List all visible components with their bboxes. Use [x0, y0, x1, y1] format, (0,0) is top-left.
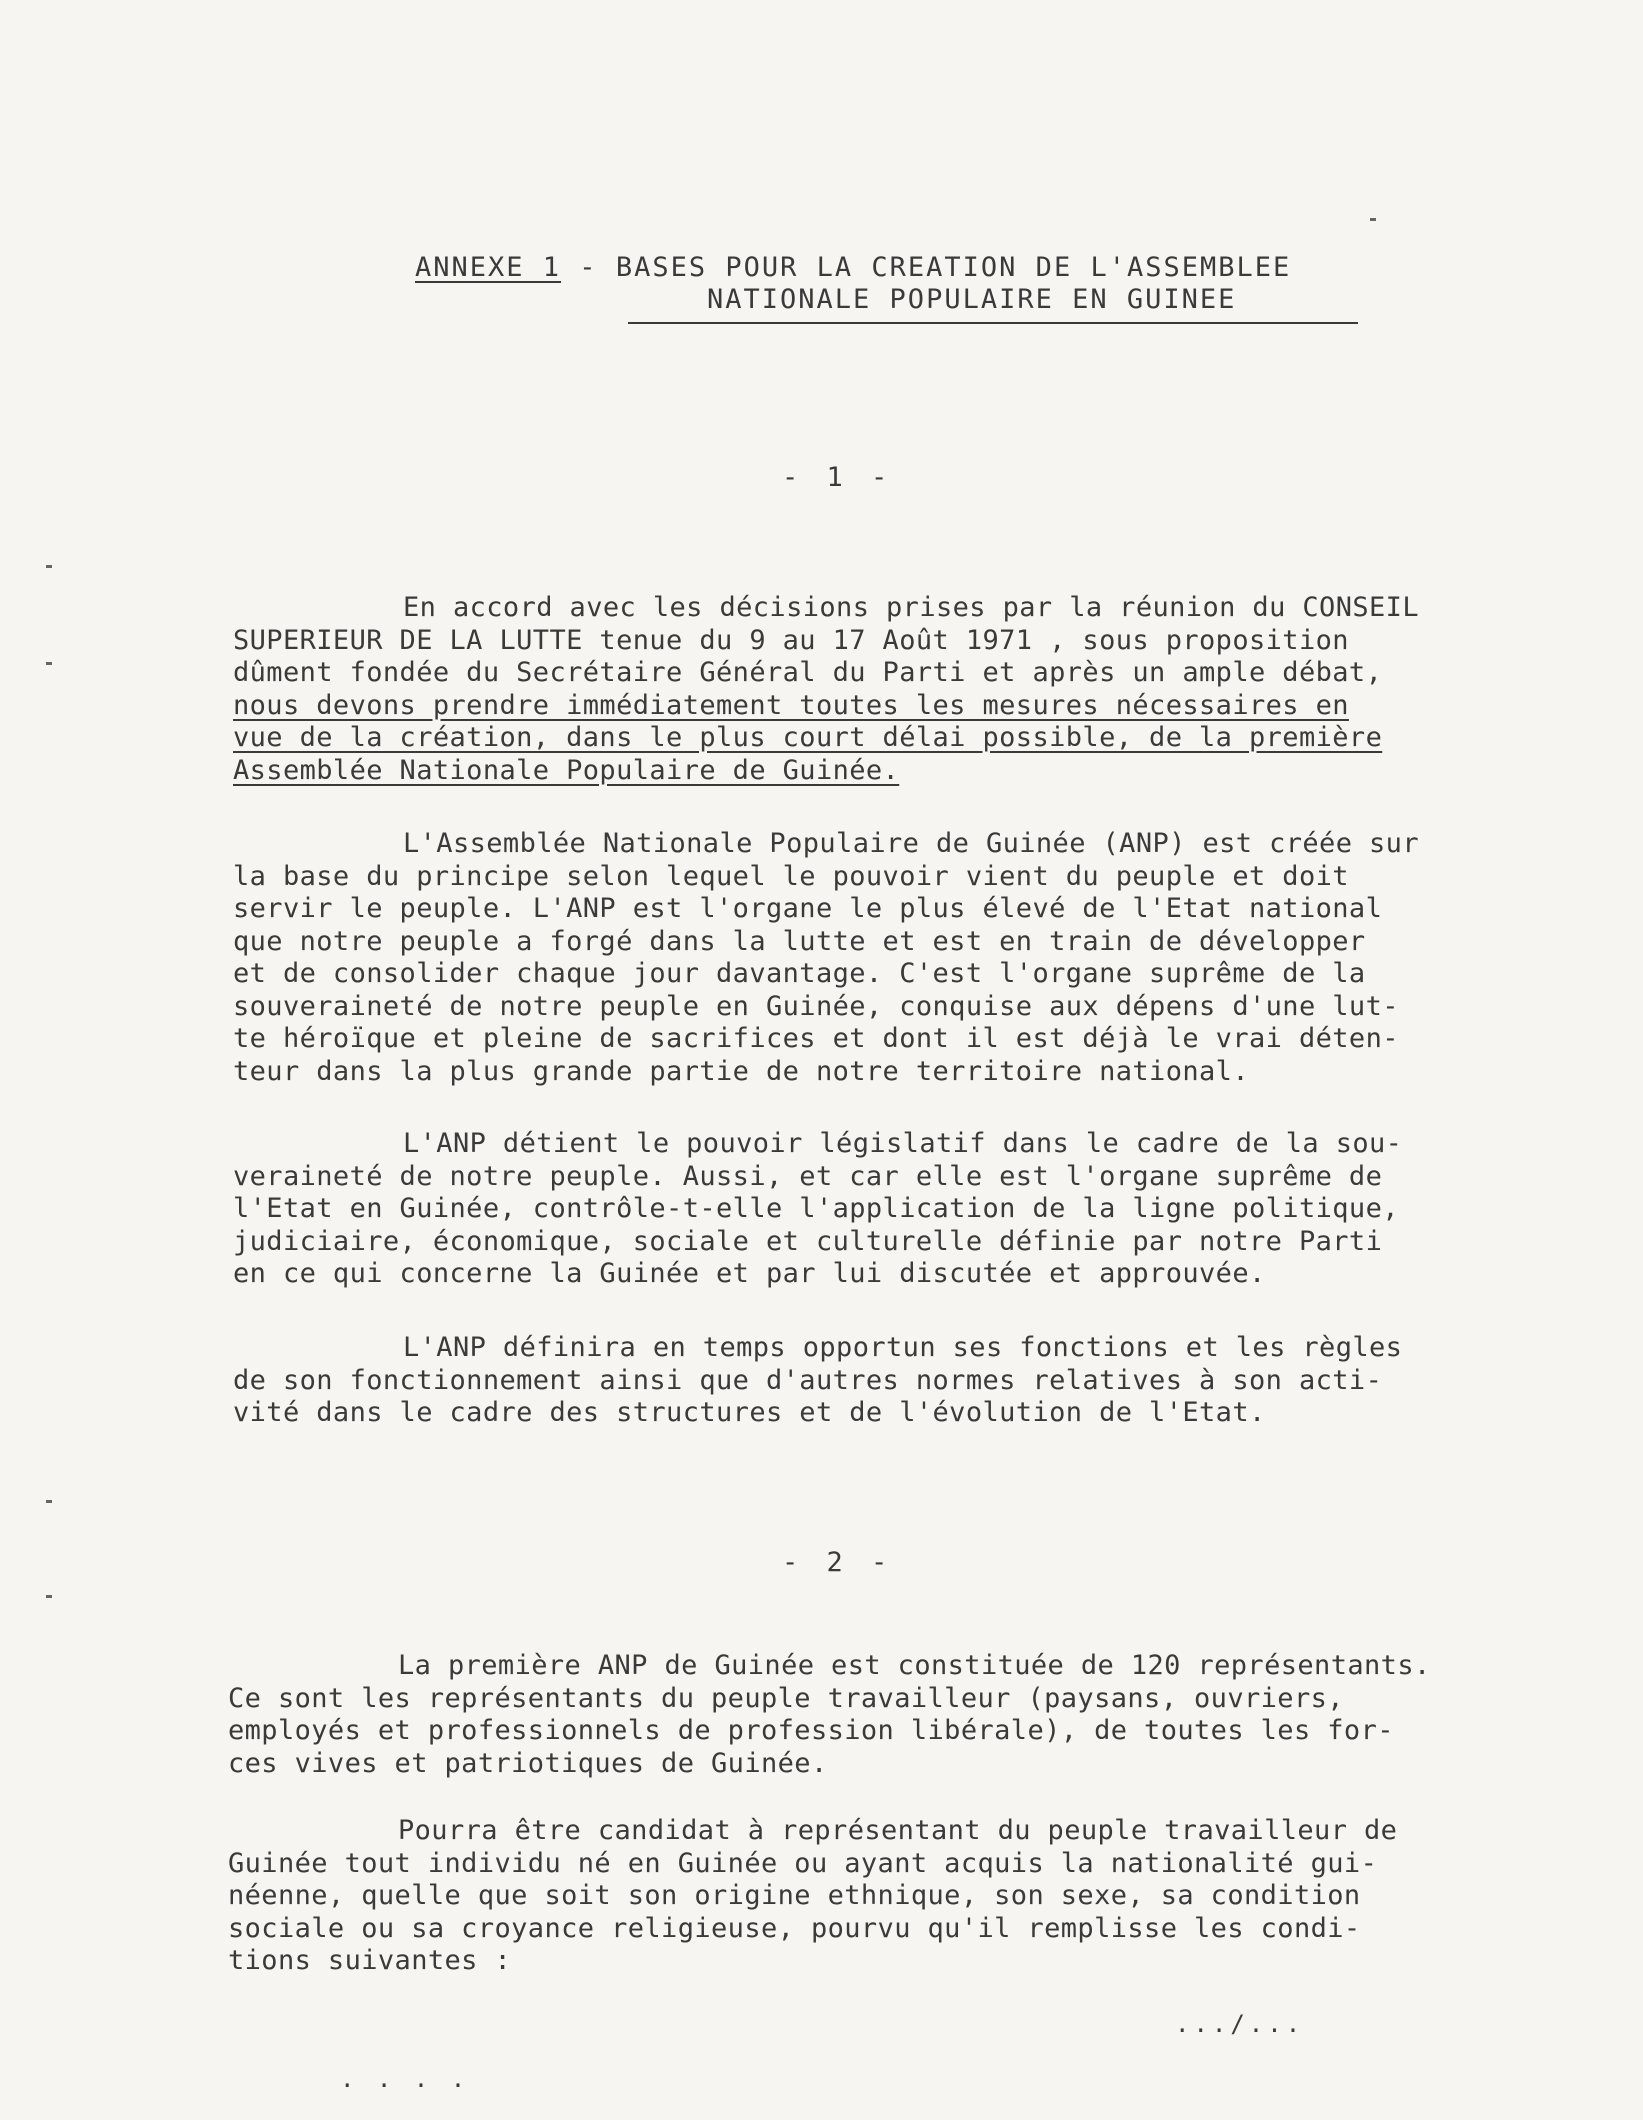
- annex-label: ANNEXE 1: [415, 252, 562, 283]
- margin-speck: [46, 1500, 52, 1503]
- text-line: judiciaire, économique, sociale et culturelle définie par notre Parti: [233, 1225, 1383, 1257]
- text-line: Pourra être candidat à représentant du peuple travailleur de: [398, 1815, 1398, 1846]
- underlined-line: Assemblée Nationale Populaire de Guinée.: [233, 754, 900, 786]
- title-line-1: - BASES POUR LA CREATION DE L'ASSEMBLEE: [561, 252, 1292, 283]
- section-number-2: - 2 -: [782, 1547, 894, 1578]
- document-title: [415, 252, 1291, 316]
- text-line: La première ANP de Guinée est constituée de 120 représentants.: [398, 1650, 1431, 1681]
- text-line: en ce qui concerne la Guinée et par lui discutée et approuvée.: [233, 1258, 1266, 1289]
- paragraph-2-2: [228, 1815, 1397, 1978]
- text-line: tions suivantes :: [228, 1945, 512, 1976]
- text-line: ces vives et patriotiques de Guinée.: [228, 1747, 828, 1779]
- text-line: teur dans la plus grande partie de notre territoire national.: [233, 1055, 1249, 1087]
- text-line: SUPERIEUR DE LA LUTTE tenue du 9 au 17 Août 1971 , sous proposition: [233, 624, 1349, 656]
- text-line: Ce sont les représentants du peuple travailleur (paysans, ouvriers,: [228, 1682, 1344, 1714]
- margin-speck: [46, 662, 52, 665]
- text-line: néenne, quelle que soit son origine ethnique, son sexe, sa condition: [228, 1880, 1361, 1911]
- text-line: En accord avec les décisions prises par la réunion du CONSEIL: [403, 592, 1419, 623]
- text-line: souveraineté de notre peuple en Guinée, conquise aux dépens d'une lut-: [233, 990, 1399, 1022]
- text-line: et de consolider chaque jour davantage. C'est l'organe suprême de la: [233, 958, 1366, 989]
- text-line: servir le peuple. L'ANP est l'organe le plus élevé de l'Etat national: [233, 893, 1383, 924]
- text-line: la base du principe selon lequel le pouvoir vient du peuple et doit: [233, 860, 1349, 892]
- title-line-2: NATIONALE POPULAIRE EN GUINEE: [707, 284, 1237, 315]
- text-line: te héroïque et pleine de sacrifices et dont il est déjà le vrai déten-: [233, 1023, 1399, 1054]
- text-line: L'ANP détient le pouvoir législatif dans le cadre de la sou-: [403, 1128, 1403, 1159]
- section-number-1: - 1 -: [782, 462, 894, 493]
- text-line: employés et professionnels de profession libérale), de toutes les for-: [228, 1715, 1394, 1746]
- text-line: vité dans le cadre des structures et de l'évolution de l'Etat.: [233, 1397, 1266, 1428]
- paragraph-1-2: [233, 828, 1419, 1088]
- margin-speck: [46, 1595, 52, 1598]
- underlined-line: nous devons prendre immédiatement toutes les mesures nécessaires en: [233, 689, 1349, 721]
- text-line: l'Etat en Guinée, contrôle-t-elle l'application de la ligne politique,: [233, 1193, 1399, 1224]
- text-line: de son fonctionnement ainsi que d'autres normes relatives à son acti-: [233, 1364, 1383, 1396]
- text-line: L'ANP définira en temps opportun ses fonctions et les règles: [403, 1332, 1403, 1363]
- footer-dots: . . . .: [340, 2065, 470, 2093]
- margin-speck: [1370, 218, 1376, 221]
- margin-speck: [46, 565, 52, 568]
- paragraph-1-1: [233, 592, 1419, 787]
- underlined-line: vue de la création, dans le plus court délai possible, de la première: [233, 722, 1383, 753]
- text-line: que notre peuple a forgé dans la lutte et est en train de développer: [233, 925, 1366, 957]
- text-line: sociale ou sa croyance religieuse, pourvu qu'il remplisse les condi-: [228, 1912, 1361, 1944]
- title-underline: [628, 322, 1358, 324]
- text-line: veraineté de notre peuple. Aussi, et car elle est l'organe suprême de: [233, 1160, 1383, 1192]
- continuation-mark: .../...: [1175, 2010, 1305, 2038]
- text-line: L'Assemblée Nationale Populaire de Guinée (ANP) est créée sur: [403, 828, 1419, 859]
- paragraph-1-3: [233, 1128, 1402, 1291]
- text-line: dûment fondée du Secrétaire Général du Parti et après un ample débat,: [233, 657, 1383, 688]
- text-line: Guinée tout individu né en Guinée ou ayant acquis la nationalité gui-: [228, 1847, 1378, 1879]
- paragraph-1-4: [233, 1332, 1402, 1430]
- paragraph-2-1: [228, 1650, 1431, 1780]
